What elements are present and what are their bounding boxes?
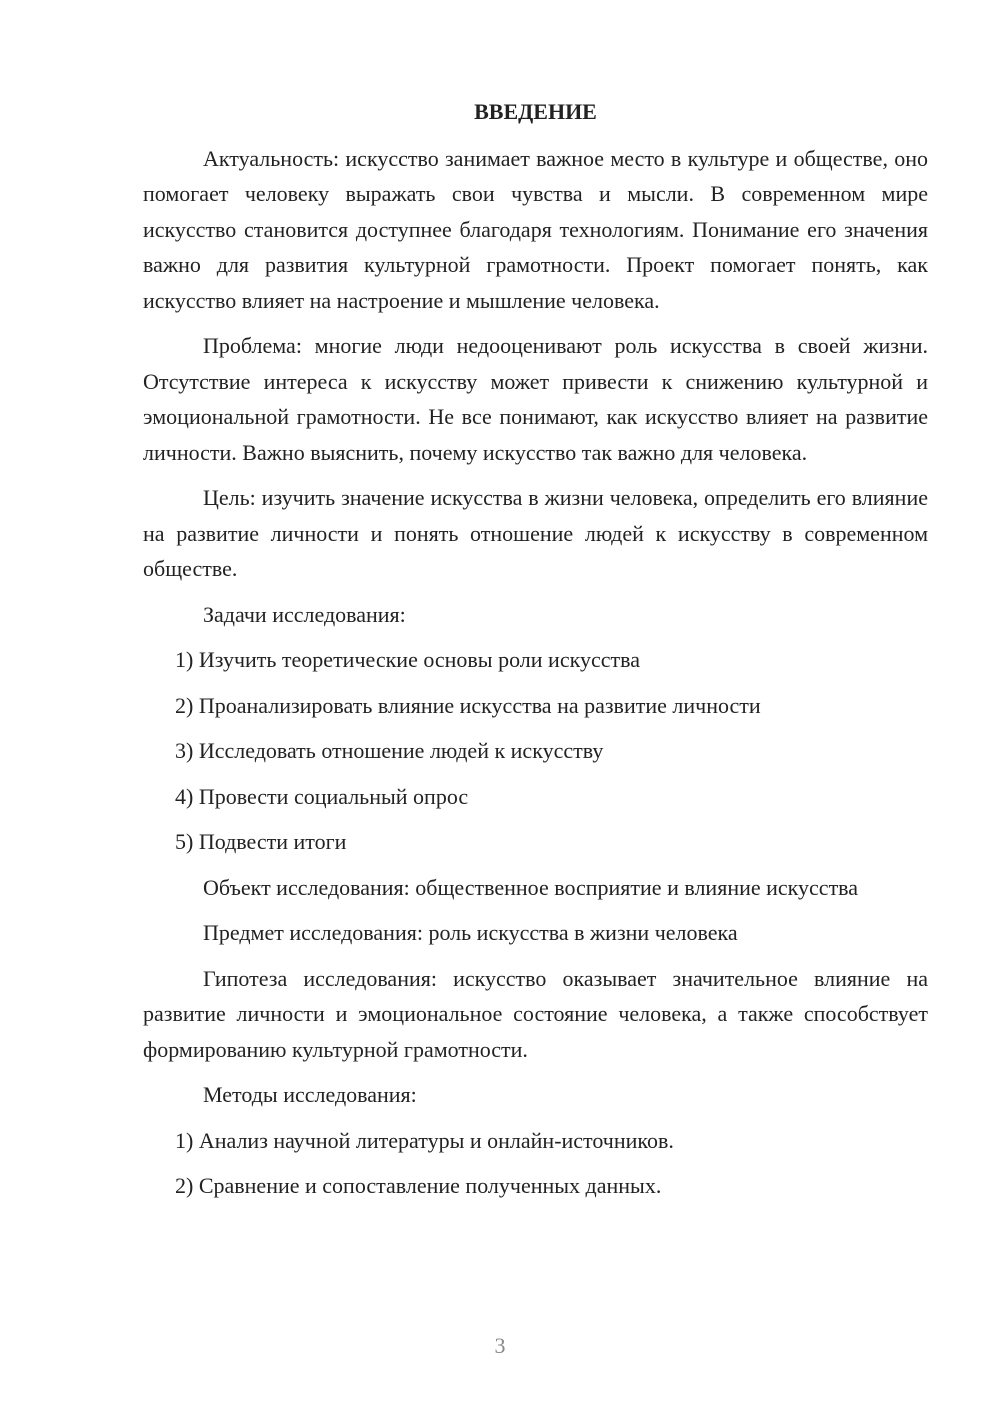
page-number: 3	[494, 1333, 506, 1358]
relevance-paragraph: Актуальность: искусство занимает важное место в культуре и обществе, оно помогает человеку выражать свои чувства и мысли. В современном мире искусство становится доступнее благодаря технологиям. Понимание его значения важно для развития культурной грамотности. Проект помогает понять, как искусство влияет на настроение и мышление человека.	[143, 145, 928, 313]
task-item-3: 3) Исследовать отношение людей к искусству	[175, 738, 604, 763]
document-page	[143, 94, 928, 1214]
section-title: ВВЕДЕНИЕ	[474, 99, 597, 124]
tasks-heading: Задачи исследования:	[203, 601, 406, 627]
task-item-5: 5) Подвести итоги	[175, 829, 347, 854]
method-item-2: 2) Сравнение и сопоставление полученных данных.	[175, 1173, 662, 1198]
method-item-1: 1) Анализ научной литературы и онлайн-источников.	[175, 1127, 674, 1153]
methods-heading: Методы исследования:	[203, 1082, 417, 1107]
task-item-4: 4) Провести социальный опрос	[175, 783, 469, 809]
goal-paragraph: Цель: изучить значение искусства в жизни человека, определить его влияние на развитие личности и понять отношение людей к искусству в современном обществе.	[143, 485, 928, 581]
task-item-1: 1) Изучить теоретические основы роли искусства	[175, 647, 640, 672]
task-item-2: 2) Проанализировать влияние искусства на развитие личности	[175, 692, 761, 718]
object-paragraph: Объект исследования: общественное восприятие и влияние искусства	[203, 874, 859, 900]
subject-paragraph: Предмет исследования: роль искусства в жизни человека	[203, 920, 738, 945]
problem-paragraph: Проблема: многие люди недооценивают роль искусства в своей жизни. Отсутствие интереса к искусству может привести к снижению культурной и эмоциональной грамотности. Не все понимают, как искусство влияет на развитие личности. Важно выяснить, почему искусство так важно для человека.	[143, 333, 928, 465]
hypothesis-paragraph: Гипотеза исследования: искусство оказывает значительное влияние на развитие личности и эмоциональное состояние человека, а также способствует формированию культурной грамотности.	[143, 965, 928, 1062]
